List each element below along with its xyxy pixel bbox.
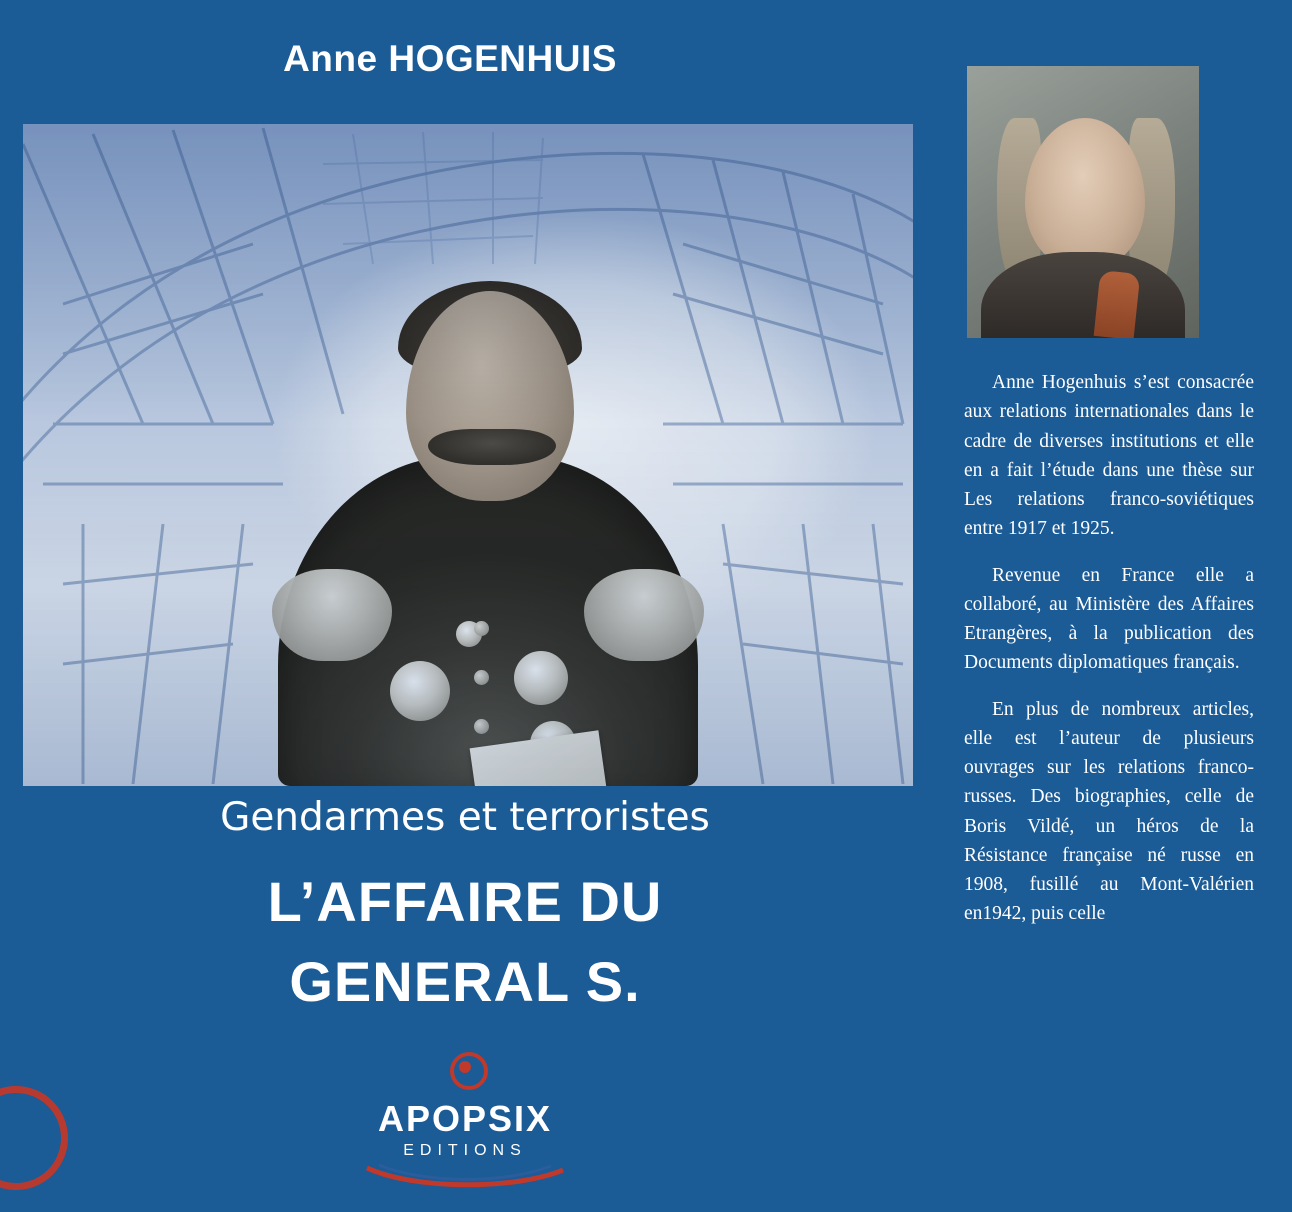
apopsix-mark-icon [438, 1052, 492, 1094]
author-scarf [1094, 270, 1141, 338]
medal-star [514, 651, 568, 705]
cover-title [0, 862, 930, 1021]
author-name: Anne HOGENHUIS [283, 38, 617, 79]
bio-paragraph: Anne Hogenhuis s’est consacrée aux relations internationales dans le cadre de diverses institutions et elle en a fait l’étude dans une thèse sur Les relations franco-soviétiques entre 1917 et 1925. [964, 372, 1254, 540]
author-photo [967, 66, 1199, 338]
publisher-logo [0, 1052, 930, 1190]
publisher-swoosh-icon [365, 1164, 565, 1190]
moustache [428, 429, 556, 465]
epaulette-right [584, 569, 704, 661]
cover-illustration [23, 124, 913, 786]
bio-paragraph: Revenue en France elle a collaboré, au Ministère des Affaires Etrangères, à la publication des Documents diplomatiques français. [964, 564, 1254, 674]
general-portrait [278, 269, 698, 786]
cover-title-line-2: GENERAL S. [289, 949, 641, 1013]
author-biography [964, 368, 1254, 946]
bio-paragraph: En plus de nombreux articles, elle est l’auteur de plusieurs ouvrages sur les relations franco-russes. Des biographies, celle de Boris Vildé, un héros de la Résistance française né russe en 1908, fusillé au Mont-Valérien en1942, puis celle [964, 698, 1254, 925]
cover-subtitle: Gendarmes et terroristes [220, 795, 710, 840]
cover-title-line-1: L’AFFAIRE DU [267, 870, 663, 933]
epaulette-left [272, 569, 392, 661]
back-flap-panel [940, 0, 1292, 1212]
publisher-name: APOPSIX [377, 1098, 553, 1139]
publisher-tagline: EDITIONS [403, 1142, 527, 1159]
medal-star [390, 661, 450, 721]
